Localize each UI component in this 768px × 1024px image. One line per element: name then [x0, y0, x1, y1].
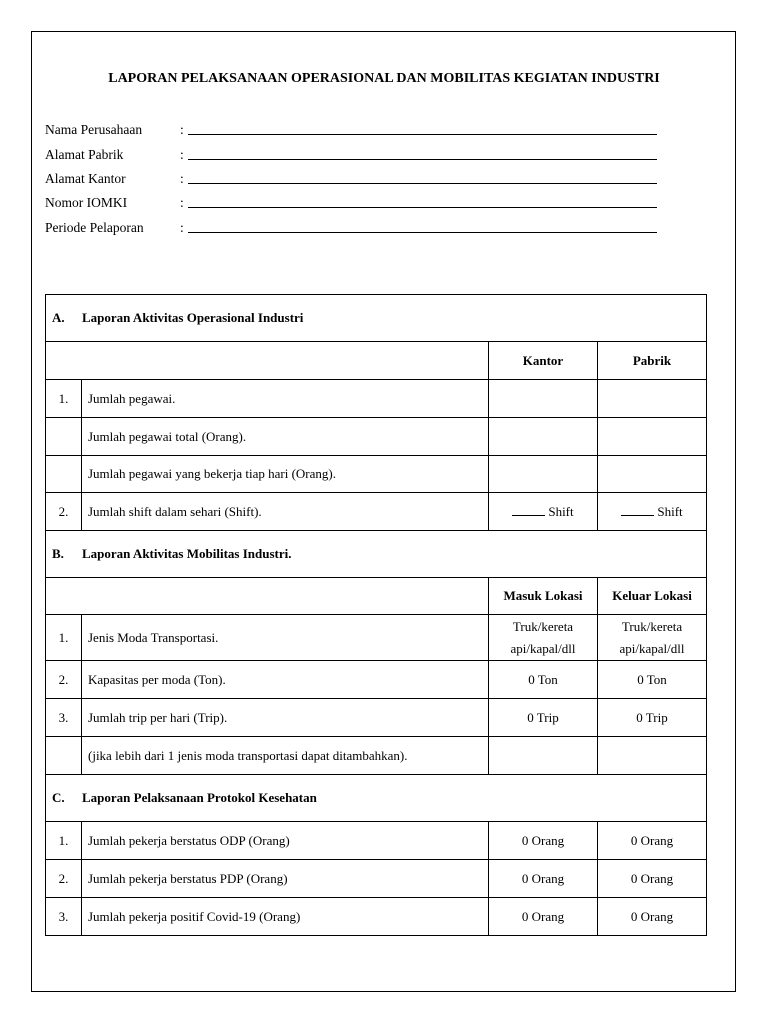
- info-separator: :: [180, 220, 184, 235]
- pabrik-shift-cell[interactable]: [598, 493, 707, 531]
- masuk-lokasi-cell[interactable]: 0 Trip: [489, 699, 598, 737]
- column-header-pabrik: Pabrik: [598, 342, 707, 380]
- row-label: Jumlah pegawai.: [82, 380, 489, 418]
- row-number: [46, 418, 82, 456]
- info-separator: :: [180, 195, 184, 210]
- row-number: 3.: [46, 898, 82, 936]
- row-label: Jumlah pekerja berstatus ODP (Orang): [82, 822, 489, 860]
- row-label: (jika lebih dari 1 jenis moda transportasi dapat ditambahkan).: [82, 737, 489, 775]
- kantor-cell[interactable]: 0 Orang: [489, 860, 598, 898]
- section-letter: A.: [52, 310, 65, 325]
- column-header-row: [46, 578, 707, 615]
- section-title: Laporan Aktivitas Mobilitas Industri.: [82, 546, 292, 561]
- periode-pelaporan-field[interactable]: [188, 232, 657, 233]
- report-table: [45, 294, 707, 936]
- table-row: [46, 822, 707, 860]
- row-number: [46, 456, 82, 493]
- shift-unit: Shift: [548, 503, 574, 519]
- row-number: 3.: [46, 699, 82, 737]
- column-header-row: [46, 342, 707, 380]
- table-row: [46, 737, 707, 775]
- pabrik-cell[interactable]: [598, 418, 707, 456]
- kantor-cell[interactable]: 0 Orang: [489, 822, 598, 860]
- row-number: 1.: [46, 615, 82, 661]
- masuk-lokasi-cell[interactable]: 0 Ton: [489, 661, 598, 699]
- pabrik-cell[interactable]: [598, 456, 707, 493]
- table-row: [46, 860, 707, 898]
- section-b-header: [46, 531, 707, 578]
- section-title: Laporan Aktivitas Operasional Industri: [82, 310, 304, 325]
- section-c-header: [46, 775, 707, 822]
- row-number: 2.: [46, 860, 82, 898]
- row-number: 2.: [46, 493, 82, 531]
- info-label: Nomor IOMKI: [45, 195, 128, 210]
- info-separator: :: [180, 171, 184, 186]
- info-label: Nama Perusahaan: [45, 122, 143, 137]
- kantor-shift-cell[interactable]: [489, 493, 598, 531]
- keluar-lokasi-cell[interactable]: [598, 737, 707, 775]
- nama-perusahaan-field[interactable]: [188, 134, 657, 135]
- section-a-header: [46, 295, 707, 342]
- pabrik-cell[interactable]: 0 Orang: [598, 860, 707, 898]
- info-label: Periode Pelaporan: [45, 220, 144, 235]
- table-row: [46, 418, 707, 456]
- table-row: [46, 380, 707, 418]
- document-title: LAPORAN PELAKSANAAN OPERASIONAL DAN MOBILITAS KEGIATAN INDUSTRI: [108, 71, 660, 86]
- cell-line: Truk/kereta: [621, 618, 683, 634]
- row-label: Kapasitas per moda (Ton).: [82, 661, 489, 699]
- row-label: Jumlah pegawai yang bekerja tiap hari (Orang).: [82, 456, 489, 493]
- column-header-kantor: Kantor: [489, 342, 598, 380]
- table-row: [46, 615, 707, 661]
- info-label: Alamat Kantor: [45, 171, 126, 186]
- cell-line: Truk/kereta: [512, 618, 574, 634]
- table-row: [46, 661, 707, 699]
- row-label: Jumlah pekerja berstatus PDP (Orang): [82, 860, 489, 898]
- row-number: 1.: [46, 380, 82, 418]
- section-title: Laporan Pelaksanaan Protokol Kesehatan: [82, 790, 317, 805]
- kantor-cell[interactable]: 0 Orang: [489, 898, 598, 936]
- keluar-lokasi-cell[interactable]: 0 Trip: [598, 699, 707, 737]
- alamat-kantor-field[interactable]: [188, 183, 657, 184]
- kantor-cell[interactable]: [489, 456, 598, 493]
- info-separator: :: [180, 147, 184, 162]
- row-label: Jenis Moda Transportasi.: [82, 615, 489, 661]
- kantor-cell[interactable]: [489, 418, 598, 456]
- pabrik-cell[interactable]: [598, 380, 707, 418]
- kantor-cell[interactable]: [489, 380, 598, 418]
- section-letter: B.: [52, 546, 64, 561]
- table-row: [46, 699, 707, 737]
- column-header-masuk-lokasi: Masuk Lokasi: [489, 578, 598, 615]
- cell-line: api/kapal/dll: [510, 640, 576, 656]
- row-label: Jumlah pekerja positif Covid-19 (Orang): [82, 898, 489, 936]
- row-number: [46, 737, 82, 775]
- cell-line: api/kapal/dll: [619, 640, 685, 656]
- column-header-keluar-lokasi: Keluar Lokasi: [598, 578, 707, 615]
- info-separator: :: [180, 122, 184, 137]
- table-row: [46, 898, 707, 936]
- info-label: Alamat Pabrik: [45, 147, 124, 162]
- masuk-lokasi-cell[interactable]: [489, 615, 598, 661]
- row-number: 1.: [46, 822, 82, 860]
- nomor-iomki-field[interactable]: [188, 207, 657, 208]
- table-row: [46, 493, 707, 531]
- row-label: Jumlah trip per hari (Trip).: [82, 699, 489, 737]
- table-row: [46, 456, 707, 493]
- section-letter: C.: [52, 790, 65, 805]
- shift-blank[interactable]: [621, 505, 654, 516]
- masuk-lokasi-cell[interactable]: [489, 737, 598, 775]
- row-label: Jumlah pegawai total (Orang).: [82, 418, 489, 456]
- row-number: 2.: [46, 661, 82, 699]
- pabrik-cell[interactable]: 0 Orang: [598, 822, 707, 860]
- row-label: Jumlah shift dalam sehari (Shift).: [82, 493, 489, 531]
- shift-blank[interactable]: [512, 505, 545, 516]
- keluar-lokasi-cell[interactable]: 0 Ton: [598, 661, 707, 699]
- pabrik-cell[interactable]: 0 Orang: [598, 898, 707, 936]
- alamat-pabrik-field[interactable]: [188, 159, 657, 160]
- shift-unit: Shift: [657, 503, 683, 519]
- keluar-lokasi-cell[interactable]: [598, 615, 707, 661]
